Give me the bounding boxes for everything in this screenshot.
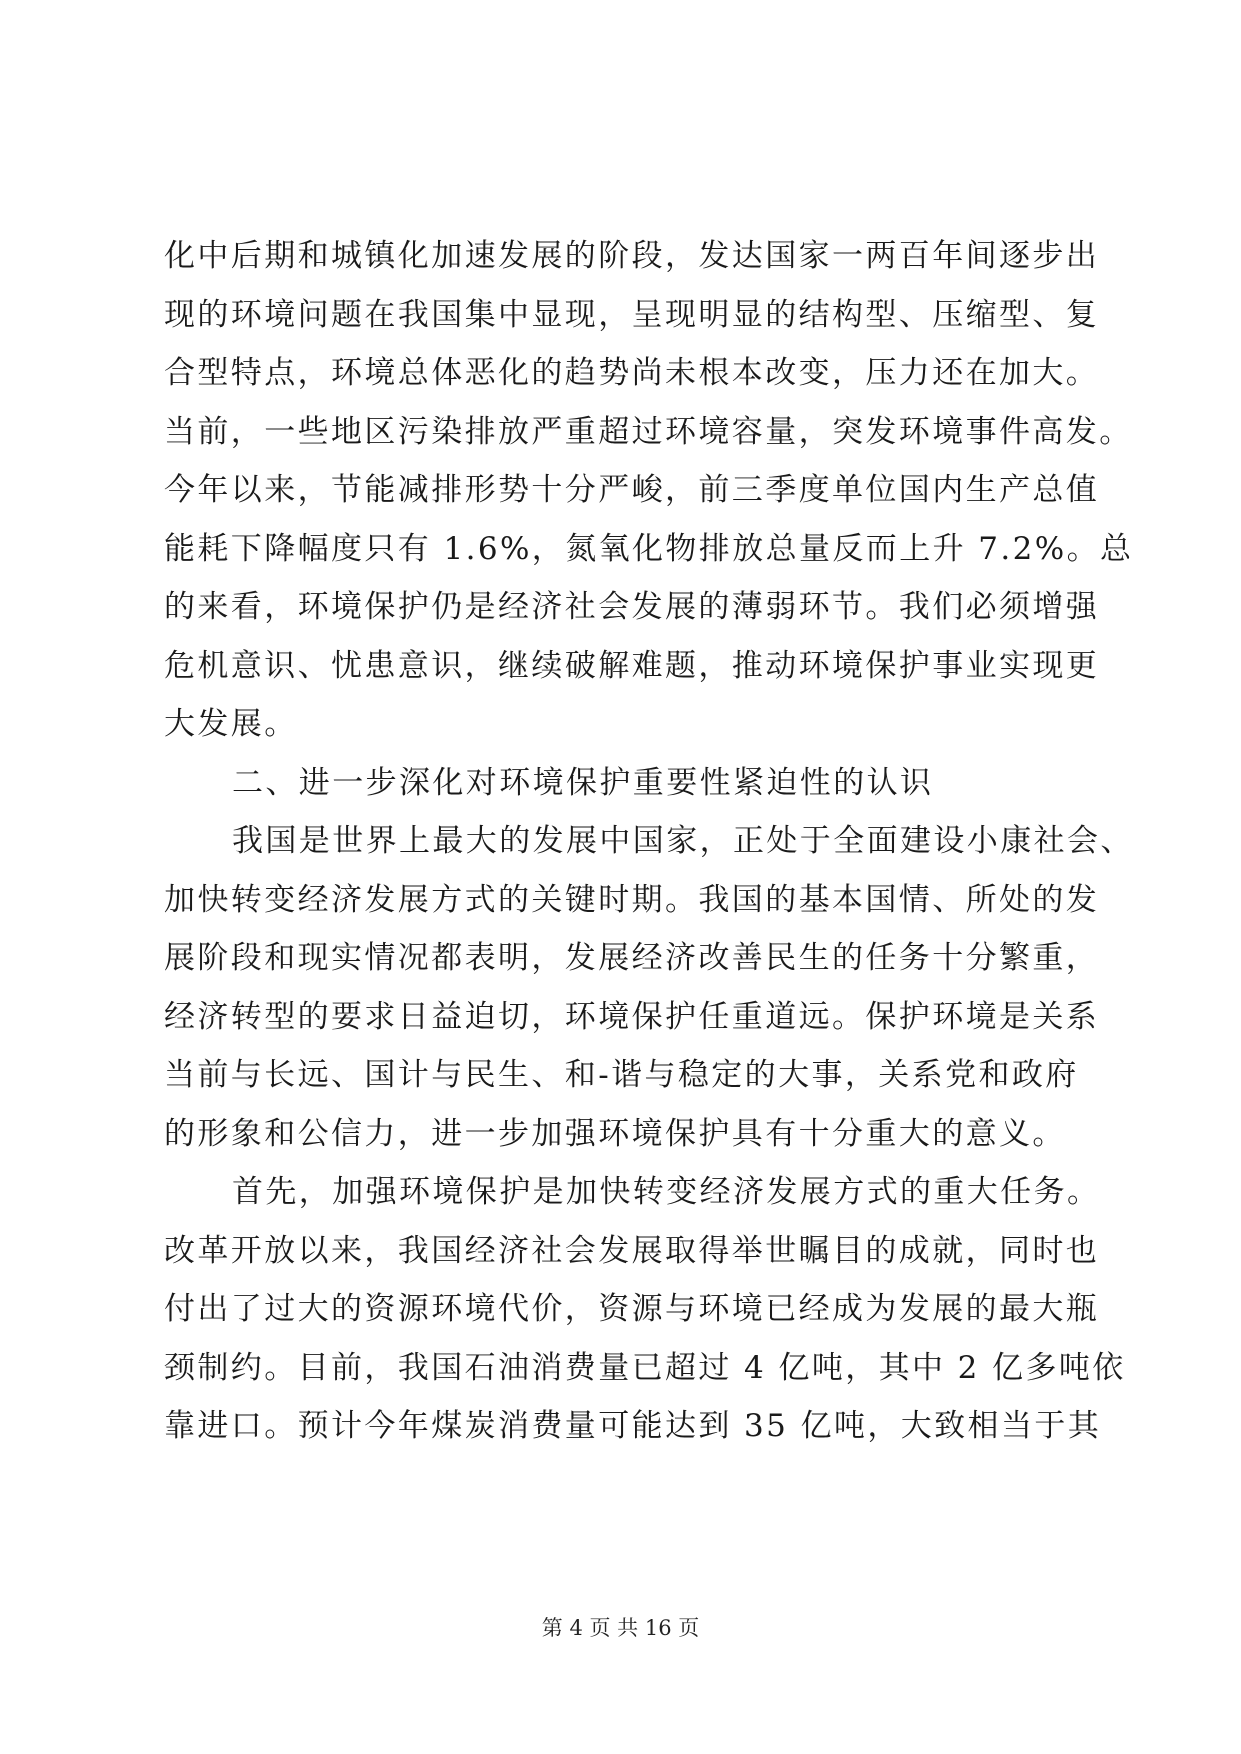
text-line: 的形象和公信力，进一步加强环境保护具有十分重大的意义。 xyxy=(164,1115,1066,1152)
text-line: 当前与长远、国计与民生、和-谐与稳定的大事，关系党和政府 xyxy=(164,1057,1079,1093)
text-line: 危机意识、忧患意识，继续破解难题，推动环境保护事业实现更 xyxy=(164,647,1100,684)
document-body xyxy=(164,227,1134,1456)
text-line: 化中后期和城镇化加速发展的阶段，发达国家一两百年间逐步出 xyxy=(164,238,1100,274)
text-line: 展阶段和现实情况都表明，发展经济改善民生的任务十分繁重， xyxy=(164,940,1100,976)
text-line: 靠进口。预计今年煤炭消费量可能达到 35 亿吨，大致相当于其 xyxy=(164,1408,1102,1444)
text-line: 颈制约。目前，我国石油消费量已超过 4 亿吨，其中 2 亿多吨依 xyxy=(164,1349,1126,1386)
text-line: 今年以来，节能减排形势十分严峻，前三季度单位国内生产总值 xyxy=(164,472,1100,508)
text-line: 现的环境问题在我国集中显现，呈现明显的结构型、压缩型、复 xyxy=(164,296,1100,333)
text-line: 的来看，环境保护仍是经济社会发展的薄弱环节。我们必须增强 xyxy=(164,589,1100,625)
paragraph-start-line: 我国是世界上最大的发展中国家，正处于全面建设小康社会、 xyxy=(232,823,1134,859)
text-line: 大发展。 xyxy=(164,706,298,742)
section-heading: 二、进一步深化对环境保护重要性紧迫性的认识 xyxy=(232,764,934,801)
text-line: 经济转型的要求日益迫切，环境保护任重道远。保护环境是关系 xyxy=(164,998,1100,1035)
page-number-footer: 第 4 页 共 16 页 xyxy=(541,1616,700,1640)
text-line: 付出了过大的资源环境代价，资源与环境已经成为发展的最大瓶 xyxy=(164,1291,1100,1327)
text-line: 能耗下降幅度只有 1.6%，氮氧化物排放总量反而上升 7.2%。总 xyxy=(164,530,1134,567)
text-line: 当前，一些地区污染排放严重超过环境容量，突发环境事件高发。 xyxy=(164,413,1133,450)
paragraph-start-line: 首先，加强环境保护是加快转变经济发展方式的重大任务。 xyxy=(232,1174,1101,1210)
text-line: 改革开放以来，我国经济社会发展取得举世瞩目的成就，同时也 xyxy=(164,1232,1100,1269)
text-line: 合型特点，环境总体恶化的趋势尚未根本改变，压力还在加大。 xyxy=(164,355,1100,391)
text-line: 加快转变经济发展方式的关键时期。我国的基本国情、所处的发 xyxy=(164,881,1100,918)
